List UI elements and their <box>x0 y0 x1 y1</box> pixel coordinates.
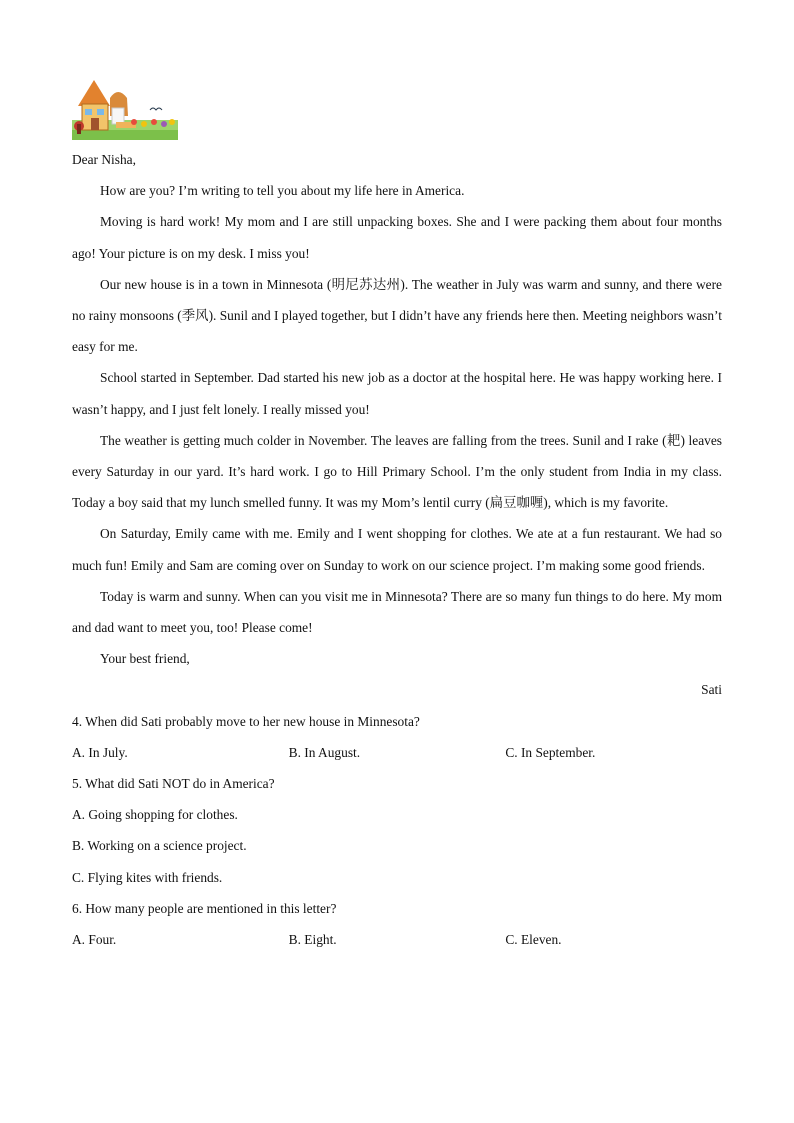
option-c[interactable]: C. Eleven. <box>505 932 562 948</box>
option-a[interactable]: A. In July. <box>72 744 128 760</box>
paragraph-5: The weather is getting much colder in November. The leaves are falling from the trees. Sunil and I rake (耙) leaves every Saturday in our yard. It’s hard work. I go to Hill Primary School. I’m the only student from India in my class. Today a boy said that my lunch smelled funny. It was my Mom’s lentil curry (扁豆咖喱), which is my favorite. <box>72 432 722 511</box>
question-4-options <box>72 737 722 768</box>
paragraph-1: How are you? I’m writing to tell you about my life here in America. <box>100 183 465 199</box>
signature: Sati <box>701 682 722 698</box>
question-5: 5. What did Sati NOT do in America? <box>72 776 275 792</box>
option-b[interactable]: B. Working on a science project. <box>72 838 247 854</box>
closing: Your best friend, <box>100 651 190 667</box>
paragraph-7: Today is warm and sunny. When can you visit me in Minnesota? There are so many fun things to do here. My mom and dad want to meet you, too! Please come! <box>72 588 722 636</box>
option-b[interactable]: B. Eight. <box>288 932 337 948</box>
paragraph-4: School started in September. Dad started his new job as a doctor at the hospital here. He was happy working here. I wasn’t happy, and I just felt lonely. I really missed you! <box>72 370 722 417</box>
question-4: 4. When did Sati probably move to her new house in Minnesota? <box>72 713 420 729</box>
question-6-options <box>72 924 722 955</box>
house-girl-illustration <box>72 76 178 140</box>
option-a[interactable]: A. Going shopping for clothes. <box>72 807 238 823</box>
option-b[interactable]: B. In August. <box>288 744 361 760</box>
option-c[interactable]: C. Flying kites with friends. <box>72 869 223 885</box>
letter-body <box>72 144 722 955</box>
option-c[interactable]: C. In September. <box>505 744 596 760</box>
option-a[interactable]: A. Four. <box>72 932 117 948</box>
greeting: Dear Nisha, <box>72 152 136 167</box>
paragraph-2: Moving is hard work! My mom and I are still unpacking boxes. She and I were packing them about four months ago! Your picture is on my desk. I miss you! <box>72 214 722 261</box>
paragraph-3: Our new house is in a town in Minnesota (明尼苏达州). The weather in July was warm and sunny, and there were no rainy monsoons (季风). Sunil and I played together, but I didn’t have any friends here then. Meeting neighbors wasn’t easy for me. <box>72 276 722 355</box>
paragraph-6: On Saturday, Emily came with me. Emily and I went shopping for clothes. We ate at a fun restaurant. We had so much fun! Emily and Sam are coming over on Sunday to work on our science project. I’m making some good friends. <box>72 526 722 573</box>
question-6: 6. How many people are mentioned in this letter? <box>72 900 337 916</box>
